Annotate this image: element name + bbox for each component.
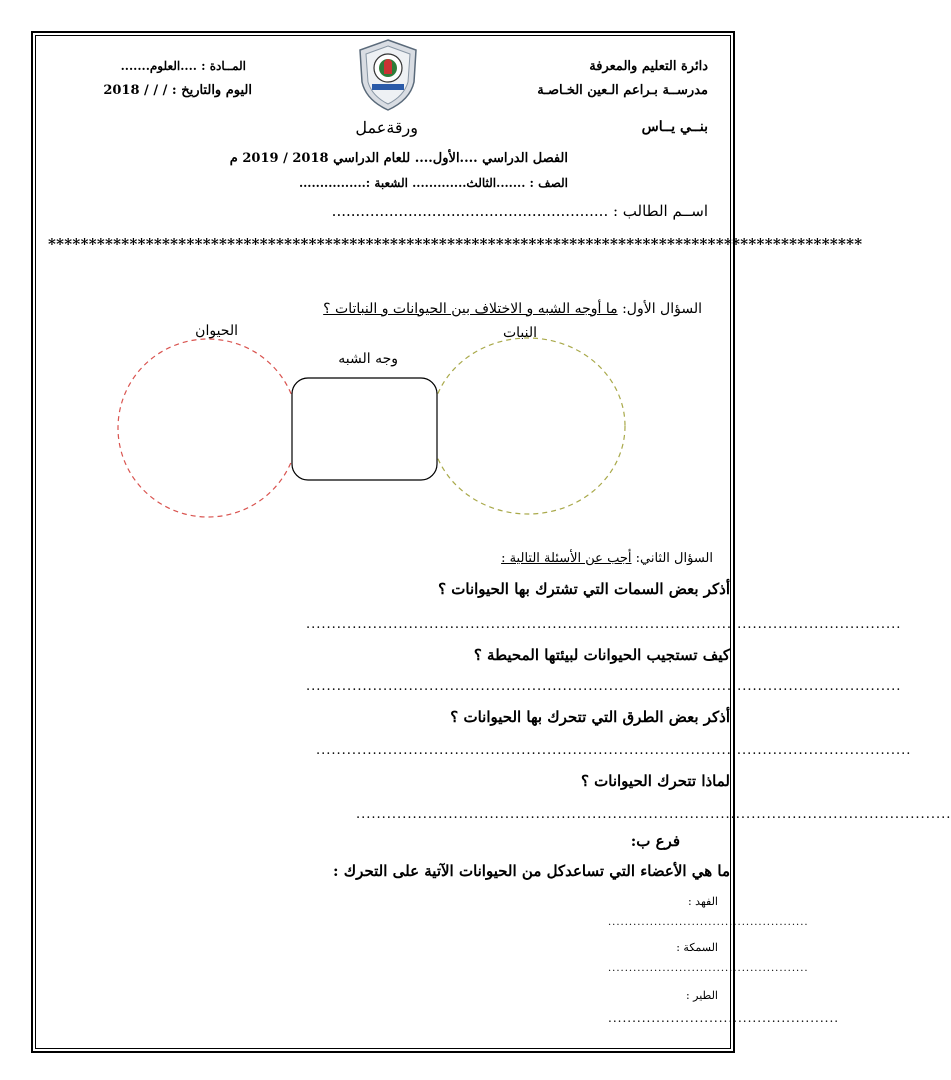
location-label: بنــي يــاس bbox=[641, 119, 708, 135]
plant-circle bbox=[431, 338, 625, 514]
animal-circle bbox=[118, 339, 298, 517]
label-similar: وجه الشبه bbox=[338, 351, 398, 367]
q2-question-4: لماذا تتحرك الحيوانات ؟ bbox=[580, 772, 730, 790]
answer-fish[interactable]: ................................................ bbox=[608, 963, 809, 974]
item-cheetah: الفهد : bbox=[687, 895, 718, 908]
item-fish: السمكة : bbox=[676, 941, 718, 954]
branch-b-question: ما هي الأعضاء التي تساعدكل من الحيوانات الآتية على التحرك : bbox=[333, 862, 730, 880]
date-label: اليوم والتاريخ : / / / 2018 bbox=[103, 83, 252, 98]
q2-question-1: أذكر بعض السمات التي تشترك بها الحيوانات ؟ bbox=[438, 580, 730, 598]
separator-stars: **************************************************************************************************** bbox=[48, 235, 863, 253]
student-name-line: اســم الطالب : .......................................................... bbox=[331, 202, 708, 220]
subject-label: المــادة : ....العلوم....... bbox=[120, 59, 246, 73]
q2-line bbox=[501, 552, 713, 565]
grade-line: الصف : .......الثالث............. الشعبة :................ bbox=[298, 176, 568, 190]
label-animal: الحيوان bbox=[195, 323, 238, 339]
label-plant: النبات bbox=[502, 325, 537, 341]
directorate-label: دائرة التعليم والمعرفة bbox=[589, 59, 708, 74]
answer-line-4[interactable]: .................................................................................................................... bbox=[356, 807, 951, 822]
worksheet-title: ورقةعمل bbox=[355, 118, 418, 137]
q2-instruction: أجب عن الأسئلة التالية : bbox=[501, 551, 632, 566]
answer-line-1[interactable]: .................................................................................................................... bbox=[306, 617, 902, 632]
venn-diagram bbox=[0, 0, 863, 560]
q1-prefix: السؤال الأول: bbox=[622, 301, 702, 317]
answer-cheetah[interactable]: ................................................ bbox=[608, 917, 809, 928]
term-line: الفصل الدراسي ....الأول.... للعام الدراسي 2018 / 2019 م bbox=[229, 151, 568, 166]
answer-bird[interactable]: ................................................ bbox=[608, 1011, 840, 1025]
q2-question-2: كيف تستجيب الحيوانات لبيئتها المحيطة ؟ bbox=[473, 646, 730, 664]
answer-line-2[interactable]: .................................................................................................................... bbox=[306, 679, 902, 694]
school-name: مدرســة بـراعم الـعين الخـاصـة bbox=[537, 83, 708, 98]
answer-line-3[interactable]: .................................................................................................................... bbox=[316, 743, 912, 758]
branch-b-title: فرع ب: bbox=[630, 832, 680, 850]
q2-prefix: السؤال الثاني: bbox=[635, 551, 713, 566]
q1-text: ما أوجه الشبه و الاختلاف بين الحيوانات و النباتات ؟ bbox=[323, 301, 618, 317]
similarity-box bbox=[292, 378, 437, 480]
q2-question-3: أذكر بعض الطرق التي تتحرك بها الحيوانات ؟ bbox=[450, 708, 730, 726]
item-bird: الطير : bbox=[685, 989, 718, 1002]
